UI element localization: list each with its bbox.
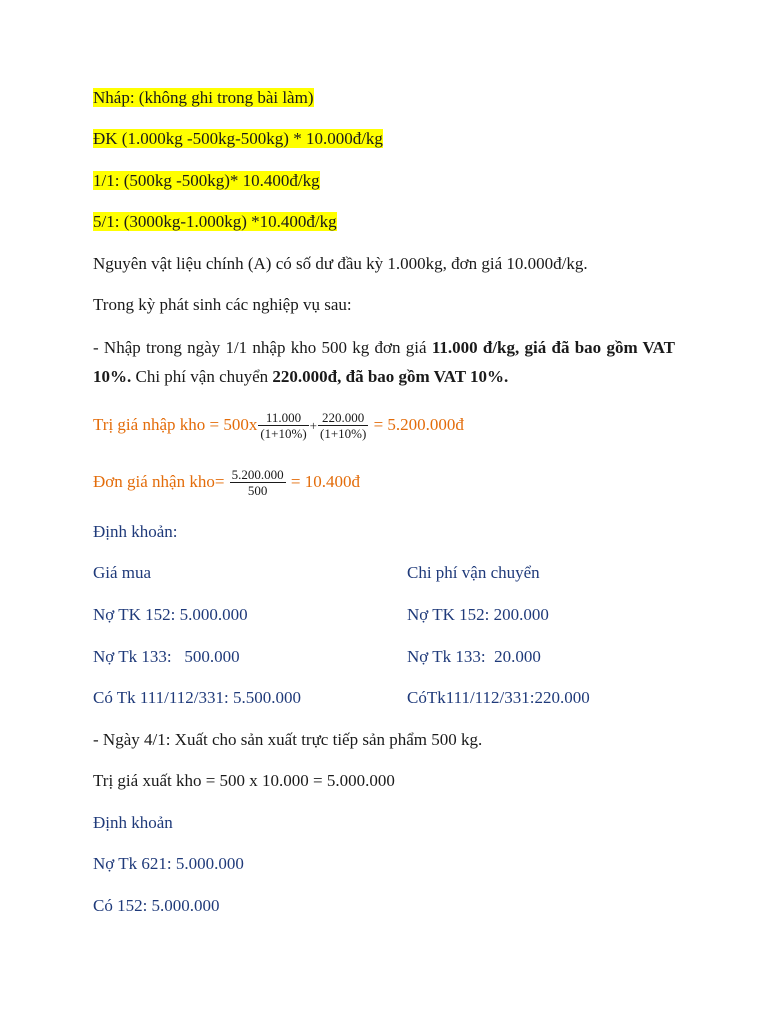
shipping-cost-bold: 220.000đ, đã bao gồm VAT 10%. [272,367,509,386]
plus-sign: + [309,418,317,434]
unit-price-bold: 11.000 đ/kg, giá đã bao gồm VAT 10%. [93,338,675,386]
draft-title: Nháp: (không ghi trong bài làm) [93,88,314,107]
unit-price-formula: Đơn giá nhận kho= $\frac{5.200.000}{500}$ = 10.400đ [93,467,361,499]
import-value-formula: Trị giá nhập kho = 500x $\frac{11.000}{(1+10\%)}$ + $\frac{220.000}{(1+10\%)}$ = 5.200.000đ [93,410,464,442]
entry-2-heading: Định khoản [93,813,173,832]
transactions-intro: Trong kỳ phát sinh các nghiệp vụ sau: [93,295,352,314]
entry-2-credit: Có 152: 5.000.000 [93,896,220,915]
export-value-calc: Trị giá xuất kho = 500 x 10.000 = 5.000.000 [93,771,395,790]
draft-line-2: 1/1: (500kg -500kg)* 10.400đ/kg [93,171,320,190]
draft-line-1: ĐK (1.000kg -500kg-500kg) * 10.000đ/kg [93,129,383,148]
fraction-unit-price: $\frac{5.200.000}{500}$ [231,467,284,499]
draft-line-3: 5/1: (3000kg-1.000kg) *10.400đ/kg [93,212,337,231]
shipping-debit-152: Nợ TK 152: 200.000 [407,605,549,624]
purchase-price-title: Giá mua [93,563,152,582]
fraction-shipping: $\frac{220.000}{(1+10\%)}$ [320,410,367,442]
purchase-credit: Có Tk 111/112/331: 5.500.000 [93,688,301,707]
shipping-debit-133: Nợ Tk 133: 20.000 [407,647,541,666]
purchase-debit-152: Nợ TK 152: 5.000.000 [93,605,248,624]
shipping-cost-title: Chi phí vận chuyển [407,563,540,582]
purchase-debit-133: Nợ Tk 133: 500.000 [93,647,240,666]
shipping-credit: CóTk111/112/331:220.000 [407,688,590,707]
transaction-1-text: - Nhập trong ngày 1/1 nhập kho 500 kg đơn giá 11.000 đ/kg, giá đã bao gồm VAT 10%. Chi phí vận chuyển 220.000đ, đã bao gồm VAT 10%. [93,338,675,386]
entry-2-debit: Nợ Tk 621: 5.000.000 [93,854,244,873]
opening-balance-text: Nguyên vật liệu chính (A) có số dư đầu kỳ 1.000kg, đơn giá 10.000đ/kg. [93,254,588,273]
entry-1-heading: Định khoản: [93,522,178,541]
fraction-price: $\frac{11.000}{(1+10\%)}$ [260,410,307,442]
transaction-2-text: - Ngày 4/1: Xuất cho sản xuất trực tiếp sản phẩm 500 kg. [93,730,483,749]
